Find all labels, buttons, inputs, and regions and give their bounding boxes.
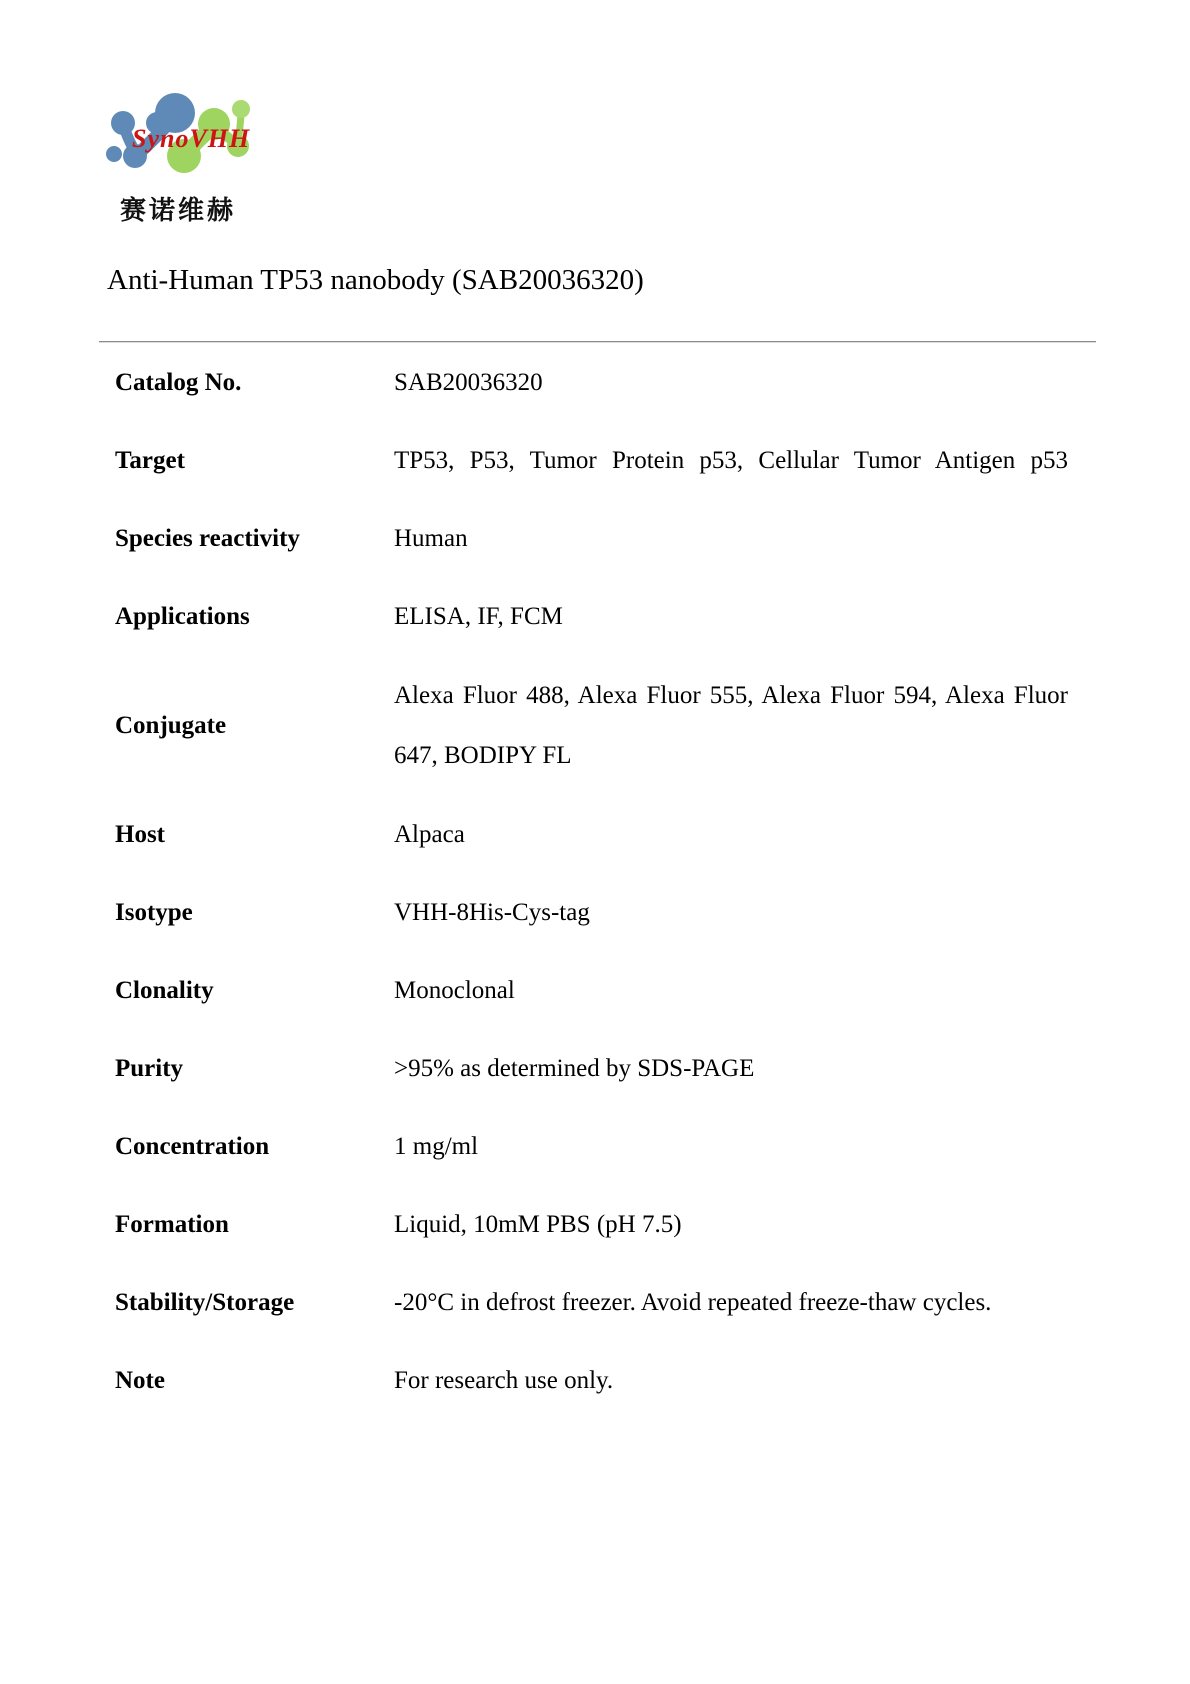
row-value: -20°C in defrost freezer. Avoid repeated freeze-thaw cycles. <box>394 1288 992 1316</box>
row-species-reactivity <box>99 500 1096 578</box>
row-value: Alexa Fluor 488, Alexa Fluor 555, Alexa Fluor 594, Alexa Fluor 647, BODIPY FL <box>394 682 1068 769</box>
row-label: Formation <box>115 1211 229 1239</box>
row-label: Species reactivity <box>115 525 300 553</box>
row-isotype <box>99 874 1096 952</box>
row-host <box>99 796 1096 874</box>
row-catalog-no <box>99 344 1096 422</box>
row-note <box>99 1342 1096 1420</box>
company-logo <box>98 92 318 227</box>
row-stability-storage <box>99 1264 1096 1342</box>
row-label: Target <box>115 447 185 475</box>
row-label: Concentration <box>115 1133 270 1161</box>
row-value: >95% as determined by SDS-PAGE <box>394 1054 755 1082</box>
page-title: Anti-Human TP53 nanobody (SAB20036320) <box>107 264 644 296</box>
row-value: Alpaca <box>394 820 465 848</box>
row-label: Stability/Storage <box>115 1289 295 1317</box>
row-value: Liquid, 10mM PBS (pH 7.5) <box>394 1210 682 1238</box>
row-label: Host <box>115 821 165 849</box>
row-conjugate <box>99 656 1096 796</box>
row-value: ELISA, IF, FCM <box>394 602 563 630</box>
row-clonality <box>99 952 1096 1030</box>
row-value: Human <box>394 524 468 552</box>
row-label: Catalog No. <box>115 369 242 397</box>
row-value: For research use only. <box>394 1366 614 1394</box>
company-name-chinese: 赛诺维赫 <box>120 196 237 226</box>
logo-brand-text: SynoVHH <box>132 124 251 153</box>
product-datasheet <box>99 344 1096 1420</box>
row-concentration <box>99 1108 1096 1186</box>
logo-green-dot <box>232 100 250 118</box>
row-label: Note <box>115 1367 165 1395</box>
row-label: Purity <box>115 1055 184 1083</box>
row-label: Conjugate <box>115 712 227 740</box>
row-value: Monoclonal <box>394 976 515 1004</box>
row-formation <box>99 1186 1096 1264</box>
row-label: Applications <box>115 603 250 631</box>
synovhh-logo-icon <box>98 92 260 184</box>
row-value: TP53, P53, Tumor Protein p53, Cellular Tumor Antigen p53 <box>394 446 1068 474</box>
row-purity <box>99 1030 1096 1108</box>
row-value: VHH-8His-Cys-tag <box>394 898 590 926</box>
row-applications <box>99 578 1096 656</box>
row-label: Isotype <box>115 899 193 927</box>
row-value: 1 mg/ml <box>394 1132 479 1160</box>
title-divider <box>99 341 1096 343</box>
row-target <box>99 422 1096 500</box>
row-value: SAB20036320 <box>394 368 543 396</box>
row-label: Clonality <box>115 977 214 1005</box>
